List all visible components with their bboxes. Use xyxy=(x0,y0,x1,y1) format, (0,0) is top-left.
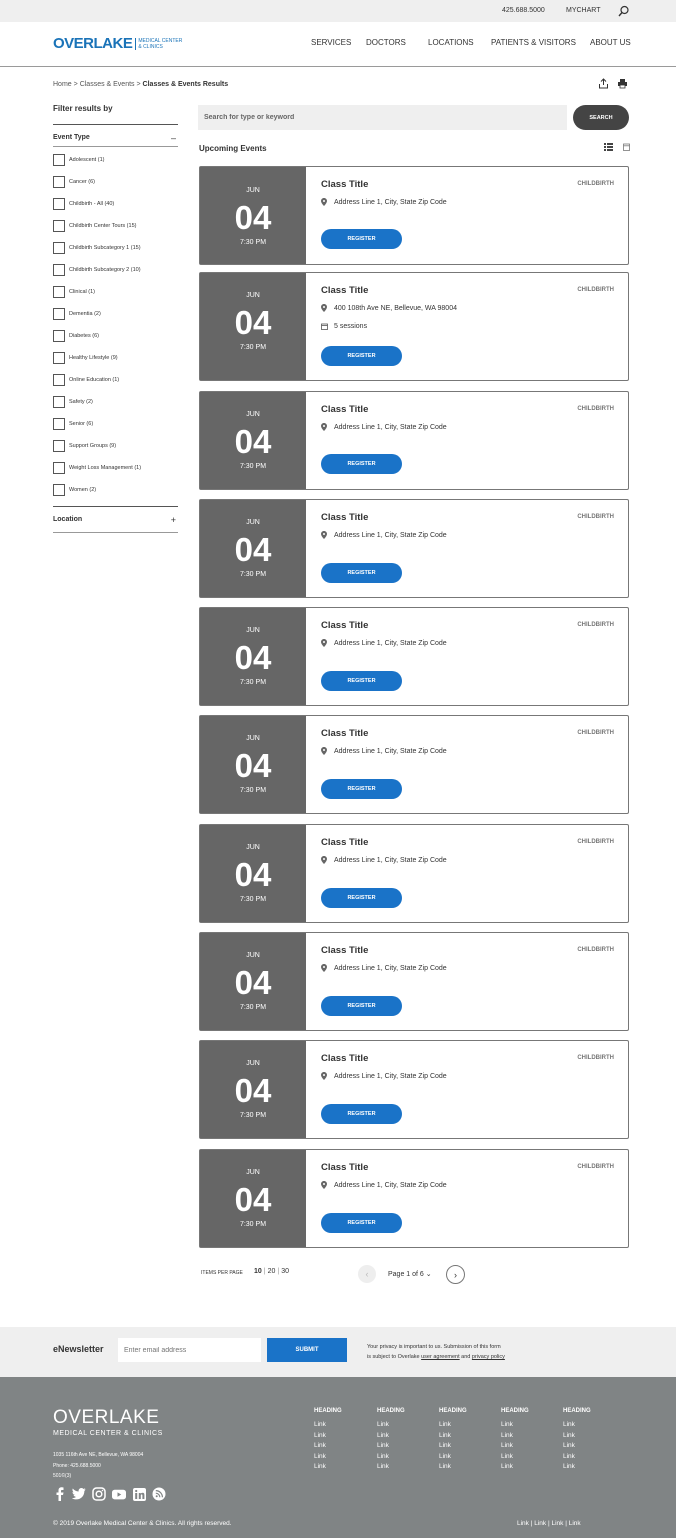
filter-label: Dementia (2) xyxy=(69,311,101,317)
filter-checkbox[interactable] xyxy=(53,330,99,342)
checkbox[interactable] xyxy=(53,242,65,254)
event-card xyxy=(199,607,629,706)
event-title[interactable]: Class Title xyxy=(321,404,369,415)
filter-checkbox[interactable] xyxy=(53,418,93,430)
event-date-block xyxy=(200,500,306,597)
footer-link[interactable]: Link xyxy=(563,1421,575,1428)
footer-column-heading: HEADING xyxy=(377,1408,405,1414)
event-address xyxy=(321,1181,447,1189)
event-time: 7:30 PM xyxy=(239,679,267,686)
event-sessions xyxy=(321,323,367,330)
event-time: 7:30 PM xyxy=(239,344,267,351)
footer-link[interactable]: Link xyxy=(314,1463,326,1470)
footer-link[interactable]: Link xyxy=(377,1421,389,1428)
event-month: JUN xyxy=(246,735,260,742)
event-category: CHILDBIRTH xyxy=(577,947,614,953)
register-button[interactable]: REGISTER xyxy=(321,1213,402,1233)
breadcrumb-separator: > xyxy=(136,81,141,88)
event-date-block xyxy=(200,392,306,489)
event-address xyxy=(321,198,447,206)
checkbox[interactable] xyxy=(53,308,65,320)
event-category: CHILDBIRTH xyxy=(577,1164,614,1170)
footer-phone: Phone: 425.688.5000 xyxy=(53,1463,101,1469)
checkbox[interactable] xyxy=(53,286,65,298)
filter-title: Filter results by xyxy=(53,104,113,113)
items-per-page-options: 10 | 20 | 30 xyxy=(254,1268,290,1275)
footer-column-heading: HEADING xyxy=(501,1408,529,1414)
event-category: CHILDBIRTH xyxy=(577,622,614,628)
event-address-text: Address Line 1, City, State Zip Code xyxy=(334,856,447,864)
event-card xyxy=(199,166,629,265)
expand-icon: + xyxy=(170,515,176,525)
event-address xyxy=(321,856,447,864)
event-address xyxy=(321,964,447,972)
footer-bottom-link[interactable]: Link xyxy=(534,1520,547,1527)
footer-logo-subtitle: MEDICAL CENTER & CLINICS xyxy=(53,1430,163,1437)
footer-link[interactable]: Link xyxy=(377,1452,389,1460)
footer-link[interactable]: Link xyxy=(439,1442,451,1449)
checkbox[interactable] xyxy=(53,484,65,496)
event-month: JUN xyxy=(246,952,260,959)
search-input[interactable] xyxy=(198,105,567,130)
search-icon[interactable] xyxy=(618,5,630,17)
location-pin-icon xyxy=(321,423,327,431)
checkbox[interactable] xyxy=(53,330,65,342)
breadcrumb-home[interactable]: Home xyxy=(53,81,72,88)
filter-checkbox[interactable] xyxy=(53,352,118,364)
footer-column-heading: HEADING xyxy=(563,1408,591,1414)
footer-link[interactable]: Link xyxy=(501,1463,513,1470)
footer-bottom-link[interactable]: Link xyxy=(568,1520,581,1527)
event-card xyxy=(199,1040,629,1139)
nav-services[interactable]: SERVICES xyxy=(311,38,352,47)
mychart-link[interactable]: MYCHART xyxy=(566,7,601,14)
footer-link[interactable]: Link xyxy=(377,1463,389,1470)
chevron-left-icon: ‹ xyxy=(365,1269,369,1279)
divider xyxy=(53,124,178,125)
event-time: 7:30 PM xyxy=(239,1221,267,1228)
register-button[interactable]: REGISTER xyxy=(321,779,402,799)
footer-link[interactable]: Link xyxy=(377,1431,389,1439)
event-sessions-text: 5 sessions xyxy=(334,323,368,330)
filter-checkbox[interactable] xyxy=(53,374,119,386)
footer-column-heading: HEADING xyxy=(314,1408,342,1414)
footer-link[interactable]: Link xyxy=(501,1452,513,1460)
logo-subtitle xyxy=(135,38,182,50)
page-select[interactable] xyxy=(388,1270,432,1278)
event-day: 04 xyxy=(234,856,272,893)
event-month: JUN xyxy=(246,844,260,851)
filter-label: Women (2) xyxy=(69,487,97,493)
footer-link[interactable]: Link xyxy=(314,1421,326,1428)
event-address xyxy=(321,1072,447,1080)
phone-link[interactable]: 425.688.5000 xyxy=(502,7,545,14)
user-agreement-link[interactable]: user agreement xyxy=(421,1354,460,1360)
event-card xyxy=(199,391,629,490)
event-month: JUN xyxy=(246,1060,260,1067)
filter-checkbox[interactable] xyxy=(53,220,136,232)
filter-checkbox[interactable] xyxy=(53,264,141,276)
event-date-block xyxy=(200,608,306,705)
filter-label: Cancer (6) xyxy=(69,179,95,185)
breadcrumb-separator: > xyxy=(73,81,78,88)
event-category: CHILDBIRTH xyxy=(577,287,614,293)
event-date-block xyxy=(200,167,306,264)
event-category: CHILDBIRTH xyxy=(577,406,614,412)
event-month: JUN xyxy=(246,519,260,526)
chevron-down-icon: ⌄ xyxy=(425,1271,432,1278)
event-month: JUN xyxy=(246,292,260,299)
footer-link[interactable]: Link xyxy=(563,1452,575,1460)
event-address-text: Address Line 1, City, State Zip Code xyxy=(334,964,447,972)
footer-address: 1035 116th Ave NE, Bellevue, WA 98004 xyxy=(53,1452,144,1458)
footer-column xyxy=(501,1408,529,1473)
footer-column xyxy=(563,1408,591,1473)
filter-checkbox[interactable] xyxy=(53,242,141,254)
nav-locations[interactable]: LOCATIONS xyxy=(428,38,474,47)
footer-link[interactable]: Link xyxy=(314,1431,326,1439)
privacy-notice xyxy=(367,1342,567,1362)
filter-label: Healthy Lifestyle (9) xyxy=(69,355,118,361)
filter-label: Adolescent (1) xyxy=(69,157,105,163)
items-per-page-option[interactable]: 10 xyxy=(254,1268,262,1275)
event-card xyxy=(199,499,629,598)
footer-link[interactable]: Link xyxy=(377,1442,389,1449)
twitter-icon[interactable] xyxy=(72,1487,86,1501)
filter-checkbox[interactable] xyxy=(53,484,96,496)
footer-link[interactable]: Link xyxy=(563,1463,575,1470)
checkbox[interactable] xyxy=(53,374,65,386)
calendar-icon xyxy=(321,323,328,330)
breadcrumb xyxy=(53,81,228,88)
footer-link[interactable]: Link xyxy=(314,1442,326,1449)
print-icon[interactable] xyxy=(617,78,628,89)
event-address-text: Address Line 1, City, State Zip Code xyxy=(334,198,447,206)
filter-label: Senior (6) xyxy=(69,421,94,427)
event-address-text: Address Line 1, City, State Zip Code xyxy=(334,531,447,539)
nav-doctors[interactable]: DOCTORS xyxy=(366,38,406,47)
event-title[interactable]: Class Title xyxy=(321,1053,369,1064)
footer-column xyxy=(314,1408,342,1473)
location-pin-icon xyxy=(321,639,327,647)
register-button[interactable]: REGISTER xyxy=(321,346,402,366)
footer-link[interactable]: Link xyxy=(439,1431,451,1439)
filter-checkbox[interactable] xyxy=(53,176,95,188)
rss-icon[interactable] xyxy=(152,1487,166,1501)
social-links xyxy=(52,1487,166,1501)
event-date-block xyxy=(200,273,306,380)
event-title[interactable]: Class Title xyxy=(321,728,369,739)
event-day: 04 xyxy=(234,304,272,341)
location-pin-icon xyxy=(321,1181,327,1189)
register-button[interactable]: REGISTER xyxy=(321,454,402,474)
location-label: Location xyxy=(53,516,83,523)
event-time: 7:30 PM xyxy=(239,239,267,246)
location-pin-icon xyxy=(321,198,327,206)
event-day: 04 xyxy=(234,639,272,676)
privacy-text: Your privacy is important to us. Submission of this form xyxy=(367,1344,501,1350)
event-title[interactable]: Class Title xyxy=(321,945,369,956)
event-month: JUN xyxy=(246,187,260,194)
event-title[interactable]: Class Title xyxy=(321,512,369,523)
filter-checkbox[interactable] xyxy=(53,198,114,210)
event-time: 7:30 PM xyxy=(239,896,267,903)
location-pin-icon xyxy=(321,1072,327,1080)
site-footer xyxy=(0,1377,676,1538)
event-day: 04 xyxy=(234,1072,272,1109)
filter-label: Diabetes (6) xyxy=(69,333,99,339)
filter-checkbox[interactable] xyxy=(53,286,95,298)
footer-column xyxy=(439,1408,467,1473)
footer-link[interactable]: Link xyxy=(439,1452,451,1460)
event-category: CHILDBIRTH xyxy=(577,730,614,736)
event-address xyxy=(321,304,457,312)
overlake-logo[interactable] xyxy=(53,35,182,52)
location-pin-icon xyxy=(321,747,327,755)
filter-label: Safety (2) xyxy=(69,399,93,405)
event-date-block xyxy=(200,1150,306,1247)
footer-link[interactable]: Link xyxy=(501,1431,513,1439)
footer-link[interactable]: Link xyxy=(439,1463,451,1470)
footer-bottom-links: Link | Link | Link | Link xyxy=(517,1520,581,1527)
location-toggle[interactable] xyxy=(53,516,178,523)
footer-column-heading: HEADING xyxy=(439,1408,467,1414)
checkbox[interactable] xyxy=(53,176,65,188)
share-icon[interactable] xyxy=(598,78,609,89)
footer-link[interactable]: Link xyxy=(563,1431,575,1439)
nav-patients-visitors[interactable]: PATIENTS & VISITORS xyxy=(491,38,576,47)
footer-bottom-link[interactable]: Link xyxy=(551,1520,564,1527)
filter-label: Childbirth - All (40) xyxy=(69,201,115,207)
event-title[interactable]: Class Title xyxy=(321,620,369,631)
register-button[interactable]: REGISTER xyxy=(321,229,402,249)
linkedin-icon[interactable] xyxy=(132,1487,146,1501)
divider xyxy=(53,532,178,533)
filter-label: Childbirth Subcategory 2 (10) xyxy=(69,267,141,273)
event-title[interactable]: Class Title xyxy=(321,285,369,296)
upcoming-events-heading: Upcoming Events xyxy=(199,144,267,153)
privacy-policy-link[interactable]: privacy policy xyxy=(471,1354,505,1360)
list-view-icon[interactable] xyxy=(604,143,613,151)
event-address-text: Address Line 1, City, State Zip Code xyxy=(334,747,447,755)
privacy-text: and xyxy=(461,1354,471,1360)
checkbox[interactable] xyxy=(53,264,65,276)
filter-checkbox[interactable] xyxy=(53,440,116,452)
event-category: CHILDBIRTH xyxy=(577,839,614,845)
location-pin-icon xyxy=(321,304,327,312)
newsletter-label: eNewsletter xyxy=(53,1344,104,1354)
filter-label: Weight Loss Management (1) xyxy=(69,465,142,471)
checkbox[interactable] xyxy=(53,352,65,364)
calendar-view-icon[interactable] xyxy=(623,143,630,151)
footer-link[interactable]: Link xyxy=(563,1442,575,1449)
logo-sub-line-1: MEDICAL CENTER xyxy=(138,37,183,44)
filter-label: Childbirth Center Tours (15) xyxy=(69,223,137,229)
event-type-toggle[interactable] xyxy=(53,134,178,141)
event-type-label: Event Type xyxy=(53,134,90,141)
chevron-right-icon: › xyxy=(454,1269,457,1280)
event-address-text: Address Line 1, City, State Zip Code xyxy=(334,639,447,647)
event-time: 7:30 PM xyxy=(239,787,267,794)
event-date-block xyxy=(200,933,306,1030)
checkbox[interactable] xyxy=(53,220,65,232)
event-day: 04 xyxy=(234,964,272,1001)
filter-checkbox[interactable] xyxy=(53,154,104,166)
breadcrumb-classes[interactable]: Classes & Events xyxy=(79,81,135,88)
privacy-text: is subject to Overlake xyxy=(367,1354,420,1360)
site-header xyxy=(0,22,676,67)
event-date-block xyxy=(200,716,306,813)
event-time: 7:30 PM xyxy=(239,463,267,470)
footer-nonprofit: 501©(3) xyxy=(53,1473,72,1479)
footer-logo[interactable]: OVERLAKE xyxy=(53,1407,160,1428)
logo-sub-line-2: & CLINICS xyxy=(138,43,163,50)
event-address xyxy=(321,531,447,539)
event-month: JUN xyxy=(246,627,260,634)
checkbox[interactable] xyxy=(53,462,65,474)
items-per-page-label: ITEMS PER PAGE xyxy=(201,1270,243,1276)
event-address xyxy=(321,747,447,755)
event-time: 7:30 PM xyxy=(239,1004,267,1011)
event-time: 7:30 PM xyxy=(239,1112,267,1119)
filter-checkbox[interactable] xyxy=(53,462,141,474)
event-card xyxy=(199,932,629,1031)
event-address-text: Address Line 1, City, State Zip Code xyxy=(334,1072,447,1080)
event-address xyxy=(321,423,447,431)
next-page-button[interactable] xyxy=(446,1265,465,1284)
newsletter-bar xyxy=(0,1327,676,1377)
location-pin-icon xyxy=(321,964,327,972)
checkbox[interactable] xyxy=(53,396,65,408)
event-day: 04 xyxy=(234,1181,272,1218)
submit-button[interactable]: SUBMIT xyxy=(267,1338,347,1362)
page-indicator: Page 1 of 6 xyxy=(388,1271,424,1278)
previous-page-button[interactable] xyxy=(358,1265,376,1283)
collapse-icon: – xyxy=(170,133,176,143)
event-address-text: Address Line 1, City, State Zip Code xyxy=(334,423,447,431)
event-address-text: 400 108th Ave NE, Bellevue, WA 98004 xyxy=(334,304,457,312)
search-button[interactable]: SEARCH xyxy=(573,105,629,130)
youtube-icon[interactable] xyxy=(112,1487,126,1501)
register-button[interactable]: REGISTER xyxy=(321,563,402,583)
event-title[interactable]: Class Title xyxy=(321,179,369,190)
event-day: 04 xyxy=(234,747,272,784)
register-button[interactable]: REGISTER xyxy=(321,671,402,691)
checkbox[interactable] xyxy=(53,418,65,430)
event-time: 7:30 PM xyxy=(239,571,267,578)
register-button[interactable]: REGISTER xyxy=(321,1104,402,1124)
event-card xyxy=(199,272,629,381)
event-category: CHILDBIRTH xyxy=(577,514,614,520)
event-day: 04 xyxy=(234,531,272,568)
event-date-block xyxy=(200,825,306,922)
filter-checkbox[interactable] xyxy=(53,396,93,408)
event-address xyxy=(321,639,447,647)
footer-link[interactable]: Link xyxy=(501,1442,513,1449)
footer-link[interactable]: Link xyxy=(439,1421,451,1428)
register-button[interactable]: REGISTER xyxy=(321,888,402,908)
logo-wordmark: OVERLAKE xyxy=(53,35,133,52)
event-category: CHILDBIRTH xyxy=(577,181,614,187)
event-month: JUN xyxy=(246,411,260,418)
filter-label: Childbirth Subcategory 1 (15) xyxy=(69,245,141,251)
event-category: CHILDBIRTH xyxy=(577,1055,614,1061)
instagram-icon[interactable] xyxy=(92,1487,106,1501)
checkbox[interactable] xyxy=(53,440,65,452)
event-month: JUN xyxy=(246,1169,260,1176)
copyright: © 2019 Overlake Medical Center & Clinics. All rights reserved. xyxy=(53,1520,232,1527)
footer-link[interactable]: Link xyxy=(501,1421,513,1428)
filter-label: Online Education (1) xyxy=(69,377,120,383)
footer-column xyxy=(377,1408,405,1473)
event-title[interactable]: Class Title xyxy=(321,1162,369,1173)
event-card xyxy=(199,715,629,814)
filter-checkbox[interactable] xyxy=(53,308,101,320)
facebook-icon[interactable] xyxy=(52,1487,66,1501)
event-title[interactable]: Class Title xyxy=(321,837,369,848)
email-input[interactable] xyxy=(118,1338,261,1362)
checkbox[interactable] xyxy=(53,198,65,210)
checkbox[interactable] xyxy=(53,154,65,166)
event-card xyxy=(199,1149,629,1248)
items-per-page-option[interactable]: 20 xyxy=(267,1268,276,1275)
breadcrumb-current: Classes & Events Results xyxy=(142,81,229,88)
register-button[interactable]: REGISTER xyxy=(321,996,402,1016)
event-day: 04 xyxy=(234,423,272,460)
divider xyxy=(53,146,178,147)
utility-bar xyxy=(0,0,676,22)
event-date-block xyxy=(200,1041,306,1138)
event-address-text: Address Line 1, City, State Zip Code xyxy=(334,1181,447,1189)
location-pin-icon xyxy=(321,856,327,864)
nav-about-us[interactable]: ABOUT US xyxy=(590,38,631,47)
location-pin-icon xyxy=(321,531,327,539)
filter-label: Support Groups (9) xyxy=(69,443,117,449)
event-day: 04 xyxy=(234,199,272,236)
filter-label: Clinical (1) xyxy=(69,289,95,295)
footer-bottom-link[interactable]: Link xyxy=(517,1520,529,1527)
divider xyxy=(53,506,178,507)
event-card xyxy=(199,824,629,923)
footer-link[interactable]: Link xyxy=(314,1452,326,1460)
items-per-page-option[interactable]: 30 xyxy=(281,1268,290,1275)
